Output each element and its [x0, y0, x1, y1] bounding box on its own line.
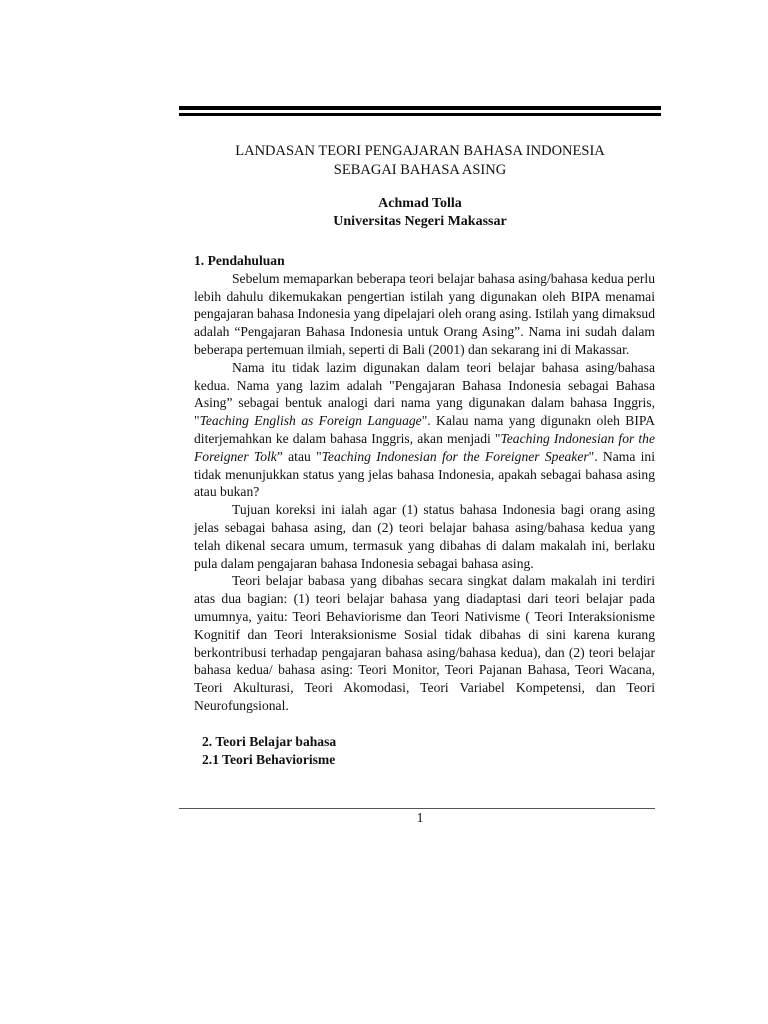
- paragraph-2-italic-1: Teaching English as Foreign Language: [199, 413, 422, 429]
- paragraph-2-text-b: ". Kalau nama yang digunakn oleh BIPA diterjemahkan ke dalam bahasa Inggris, akan menjadi ": [194, 413, 655, 446]
- paragraph-2-italic-3: Teaching Indonesian for the Foreigner Speaker: [321, 448, 589, 464]
- header-rule-bottom: [179, 113, 661, 116]
- document-title: [179, 142, 661, 180]
- paragraph-3: Tujuan koreksi ini ialah agar (1) status bahasa Indonesia bagi orang asing jelas sebagai bahasa asing, dan (2) teori belajar bahasa asing/bahasa kedua yang telah dikenal secara umum, termasuk yang dibahas di dalam makalah ini, berlaku pula dalam pengajaran bahasa Indonesia sebagai bahasa asing.: [194, 502, 655, 571]
- section-gap: [194, 715, 655, 733]
- paragraph-1: Sebelum memaparkan beberapa teori belajar bahasa asing/bahasa kedua perlu lebih dahulu dikemukakan pengertian istilah yang digunakan oleh BIPA menamai pengajaran bahasa Indonesia yang dipelajari oleh orang asing. Istilah yang dimaksud adalah “Pengajaran Bahasa Indonesia untuk Orang Asing”. Nama ini sudah dalam beberapa pertemuan ilmiah, seperti di Bali (2001) dan sekarang ini di Makassar.: [194, 270, 655, 357]
- title-line-1: LANDASAN TEORI PENGAJARAN BAHASA INDONESIA: [235, 143, 605, 159]
- paragraph-4: Teori belajar babasa yang dibahas secara singkat dalam makalah ini terdiri atas dua bagian: (1) teori belajar bahasa yang diadaptasi dari teori belajar pada umumnya, yaitu: Teori Behaviorisme dan Teori Nativisme ( Teori Interaksionisme Kognitif dan Teori lnteraksionisme Sosial tidak dibahas di sini karena kurang berkontribusi terhadap pengajaran bahasa asing/bahasa kedua), dan (2) teori belajar bahasa kedua/ bahasa asing: Teori Monitor, Teori Pajanan Bahasa, Teori Wacana, Teori Akulturasi, Teori Akomodasi, Teori Variabel Kompetensi, dan Teori Neurofungsional.: [194, 573, 655, 713]
- author-block: [179, 195, 661, 231]
- page-number: 1: [416, 810, 424, 825]
- footer-rule: [179, 808, 655, 809]
- section-heading-pendahuluan: 1. Pendahuluan: [194, 253, 285, 268]
- paragraph-2: [194, 359, 655, 501]
- author-affiliation: Universitas Negeri Makassar: [333, 214, 507, 229]
- paragraph-2-text-d: ". Nama ini tidak menunjukkan status yang jelas bahasa Indonesia, apakah sebagai bahasa asing atau bukan?: [194, 448, 655, 500]
- section-heading-teori-belajar: 2. Teori Belajar bahasa: [202, 733, 337, 749]
- title-line-2: SEBAGAI BAHASA ASING: [333, 162, 507, 178]
- header-rule-top: [179, 106, 661, 110]
- author-name: Achmad Tolla: [378, 196, 462, 211]
- paragraph-2-text-a: Nama itu tidak lazim digunakan dalam teori belajar bahasa asing/bahasa kedua. Nama yang lazim adalah "Pengajaran Bahasa Indonesia sebagai Bahasa Asing” sebagai bentuk analogi dari nama yang digunakan dalam bahasa Inggris, ": [194, 359, 655, 429]
- paragraph-2-text-c: ” atau ": [276, 448, 322, 464]
- paragraph-2-italic-2: Teaching Indonesian for the Foreigner Tolk: [194, 430, 655, 464]
- subsection-heading-behaviorisme: 2.1 Teori Behaviorisme: [202, 751, 336, 767]
- body-content: [194, 252, 655, 768]
